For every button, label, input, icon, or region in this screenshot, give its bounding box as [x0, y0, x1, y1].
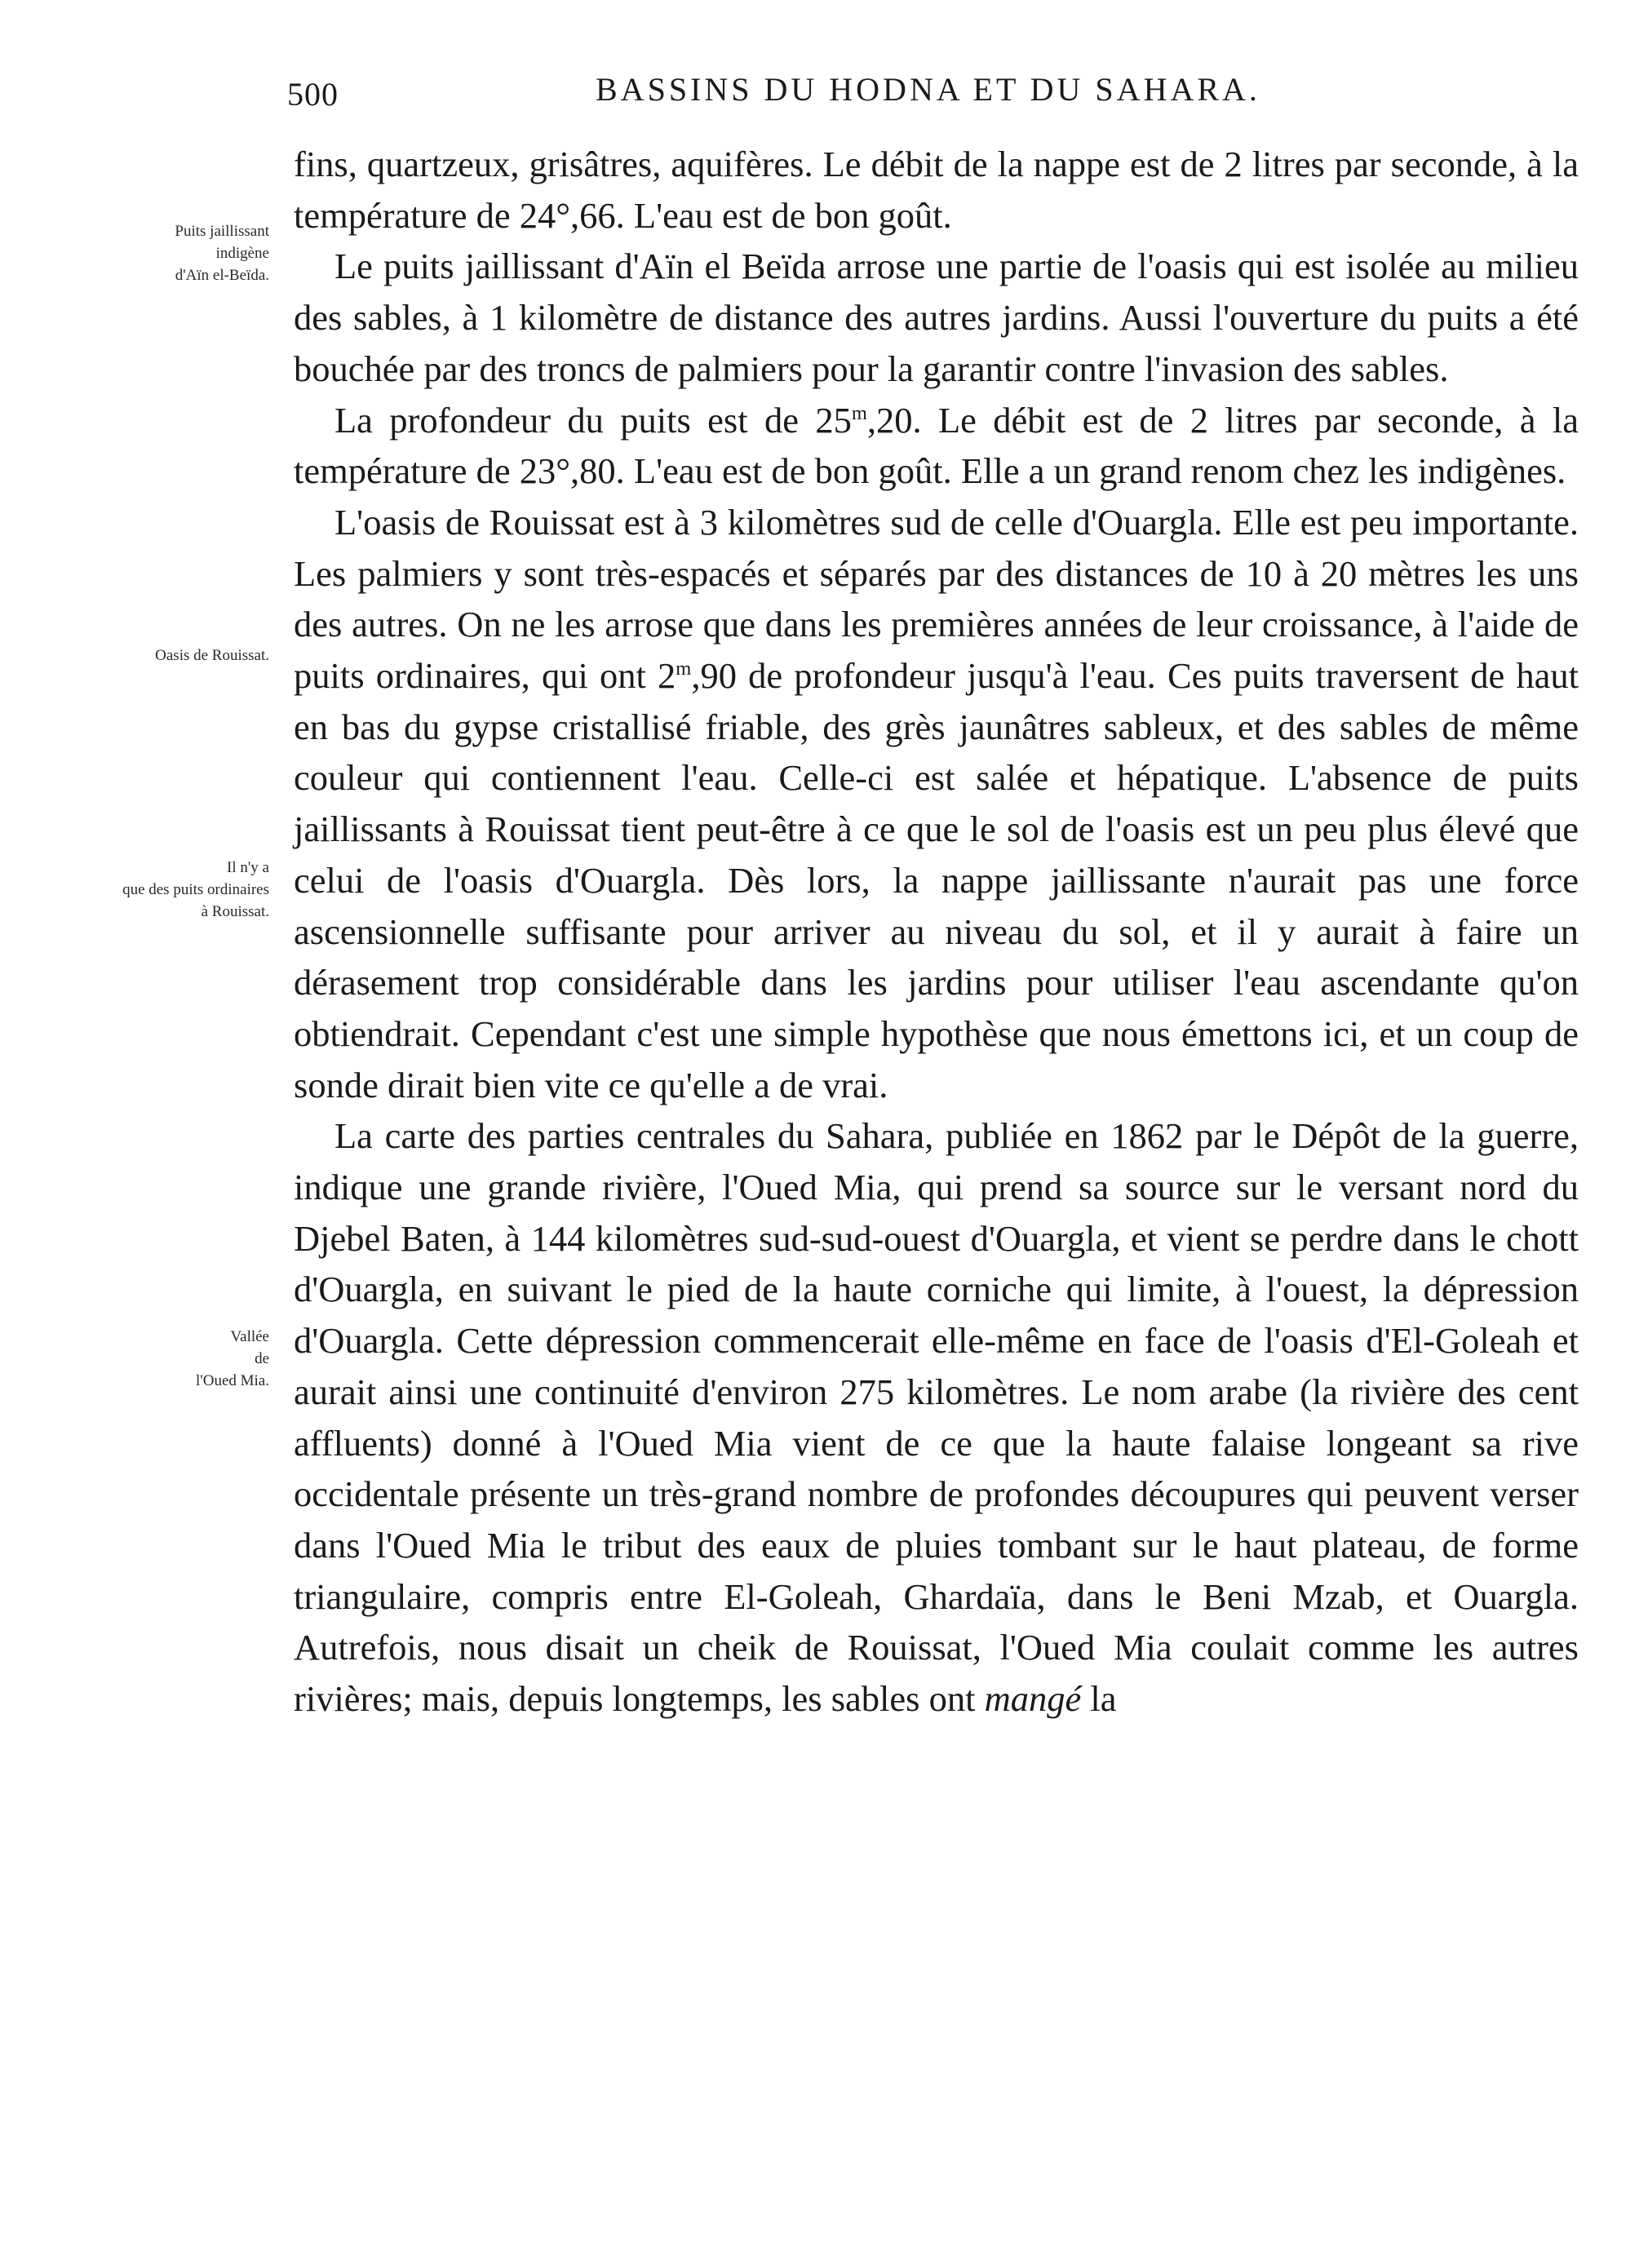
text-run: L'oasis de Rouissat est à 3 kilomètres sud de celle d'Ouargla. Elle est peu importante. Les palmiers y sont très-espacés et séparés par des distances de 10 à 20 mètres les uns des autres. On ne les arrose que dans les premières années de leur croissance, à l'aide de puits ordinaires, qui ont 2	[294, 501, 1579, 697]
text-run: La profondeur du puits est de 25	[334, 399, 852, 441]
margin-note-line: indigène	[215, 245, 269, 262]
margin-note-line: à Rouissat.	[201, 903, 269, 920]
paragraph-3	[294, 395, 1579, 497]
margin-note-line: Il n'y a	[227, 859, 269, 876]
body-text	[294, 139, 1579, 1725]
text-run: la	[1090, 1678, 1117, 1720]
margin-note-rouissat-wells	[33, 857, 269, 923]
margin-note-line: Vallée	[230, 1328, 269, 1345]
running-head: BASSINS DU HODNA ET DU SAHARA.	[596, 71, 1260, 108]
margin-note-rouissat-oasis	[33, 645, 269, 667]
paragraph-1: fins, quartzeux, grisâtres, aquifères. Le débit de la nappe est de 2 litres par seconde, à la température de 24°,66. L'eau est de bon goût.	[294, 144, 1579, 236]
text-run: La carte des parties centrales du Sahara, publiée en 1862 par le Dépôt de la guerre, indique une grande rivière, l'Oued Mia, qui prend sa source sur le versant nord du Djebel Baten, à 144 kilomètres sud-sud-ouest d'Ouargla, et vient se perdre dans le chott d'Ouargla, en suivant le pied de la haute corniche qui limite, à l'ouest, la dépression d'Ouargla. Cette dépression commencerait elle-même en face de l'oasis d'El-Goleah et aurait ainsi une continuité d'environ 275 kilomètres. Le nom arabe (la rivière des cent affluents) donné à l'Oued Mia vient de ce que la haute falaise longeant sa rive occidentale présente un très-grand nombre de profondes découpures qui peuvent verser dans l'Oued Mia le tribut des eaux de pluies tombant sur le haut plateau, de forme triangulaire, compris entre El-Goleah, Ghardaïa, dans le Beni Mzab, et Ouargla. Autrefois, nous disait un cheik de Rouissat, l'Oued Mia coulait comme les autres rivières; mais, depuis longtemps, les sables ont	[294, 1115, 1579, 1720]
margin-note-line: l'Oued Mia.	[196, 1372, 269, 1389]
margin-note-line: Puits jaillissant	[175, 223, 269, 240]
unit-superscript: m	[676, 658, 692, 680]
page-number: 500	[287, 76, 339, 113]
paragraph-4	[294, 497, 1579, 1110]
text-run: ,90 de profondeur jusqu'à l'eau. Ces puits traversent de haut en bas du gypse cristallisé friable, des grès jaunâtres sableux, et des sables de même couleur qui contiennent l'eau. Celle-ci est salée et hépatique. L'absence de puits jaillissants à Rouissat tient peut-être à ce que le sol de l'oasis est un peu plus élevé que celui de l'oasis d'Ouargla. Dès lors, la nappe jaillissante n'aurait pas une force ascensionnelle suffisante pour arriver au niveau du sol, et il y aurait à faire un dérasement trop considérable dans les jardins pour utiliser l'eau ascendante qu'on obtiendrait. Cependant c'est une simple hypothèse que nous émettons ici, et un coup de sonde dirait bien vite ce qu'elle a de vrai.	[294, 655, 1579, 1105]
margin-note-line: Oasis de Rouissat.	[155, 647, 269, 664]
margin-note-line: de	[255, 1350, 269, 1367]
paragraph-5	[294, 1110, 1579, 1724]
paragraph-2: Le puits jaillissant d'Aïn el Beïda arrose une partie de l'oasis qui est isolée au milieu des sables, à 1 kilomètre de distance des autres jardins. Aussi l'ouverture du puits a été bouchée par des troncs de palmiers pour la garantir contre l'invasion des sables.	[294, 246, 1579, 389]
margin-note-ain-el-beida	[33, 220, 269, 286]
italic-word: mangé	[984, 1678, 1082, 1720]
margin-note-line: que des puits ordinaires	[122, 881, 269, 898]
margin-note-oued-mia	[33, 1326, 269, 1392]
unit-superscript: m	[851, 401, 867, 424]
margin-note-line: d'Aïn el-Beïda.	[175, 267, 269, 284]
text-run: ,20. Le débit est de 2 litres par seconde, à la température de 23°,80. L'eau est de bon goût. Elle a un grand renom chez les indigènes.	[294, 399, 1579, 492]
